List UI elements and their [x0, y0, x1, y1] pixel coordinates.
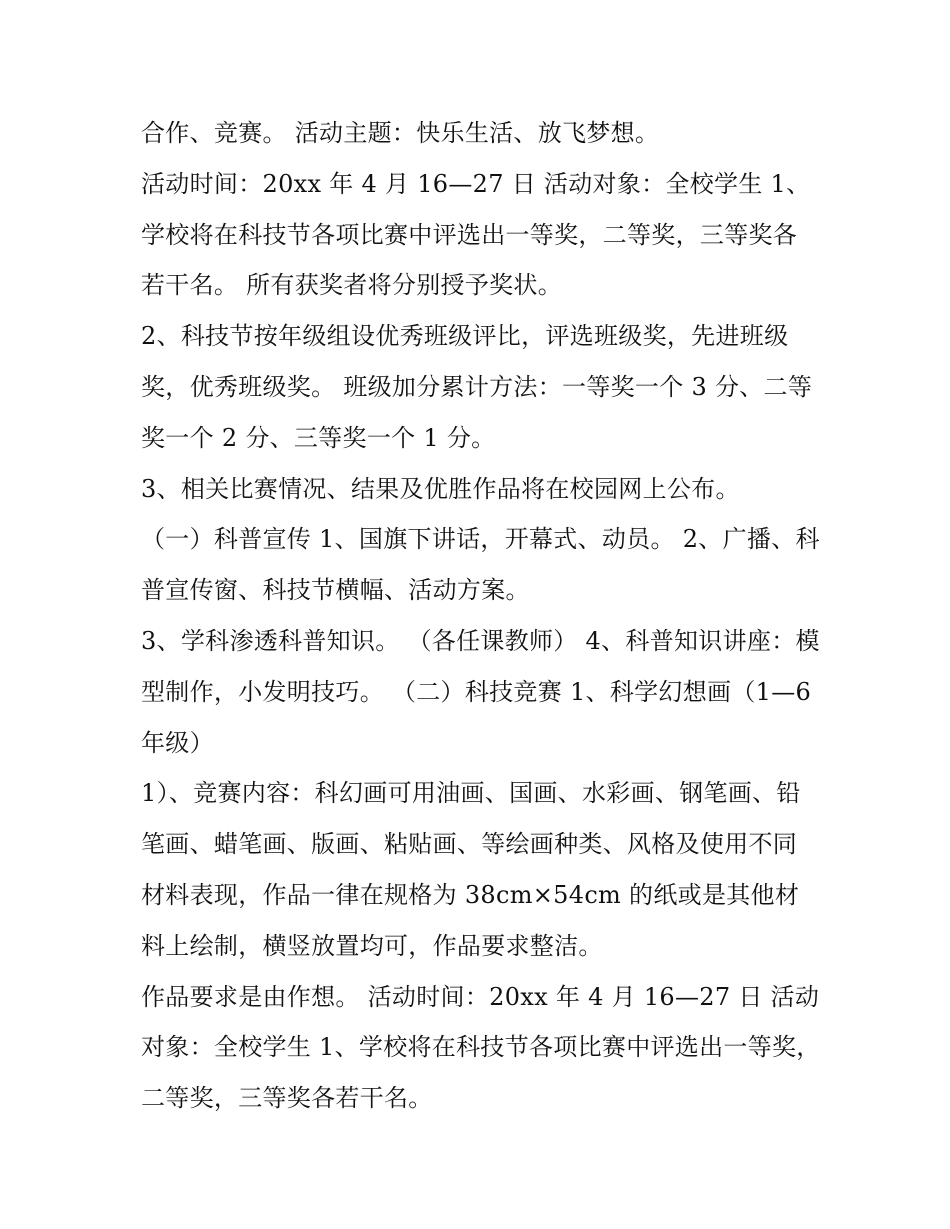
paragraph-7: 1）、竞赛内容：科幻画可用油画、国画、水彩画、钢笔画、铅笔画、蜡笔画、版画、粘贴画、等绘画种类、风格及使用不同材料表现，作品一律在规格为 38cm×54cm 的纸或是其他材料上绘制，横竖放置均可，作品要求整洁。 — [141, 779, 801, 960]
paragraph-1: 合作、竞赛。 活动主题：快乐生活、放飞梦想。 — [141, 119, 660, 147]
paragraph-8: 作品要求是由作想。 活动时间：20xx 年 4 月 16—27 日 活动对象：全校学生 1、学校将在科技节各项比赛中评选出一等奖，二等奖，三等奖各若干名。 — [141, 982, 821, 1113]
paragraph-5: （一）科普宣传 1、国旗下讲话，开幕式、动员。 2、广播、科普宣传窗、科技节横幅、活动方案。 — [141, 525, 820, 605]
paragraph-6: 3、学科渗透科普知识。 （各任课教师） 4、科普知识讲座：模型制作，小发明技巧。 （二）科技竞赛 1、科学幻想画（1—6 年级） — [141, 626, 820, 757]
paragraph-3: 2、科技节按年级组设优秀班级评比，评选班级奖，先进班级奖，优秀班级奖。 班级加分累计方法：一等奖一个 3 分、二等奖一个 2 分、三等奖一个 1 分。 — [141, 322, 813, 452]
paragraph-4: 3、相关比赛情况、结果及优胜作品将在校园网上公布。 — [141, 474, 740, 503]
paragraph-2: 活动时间：20xx 年 4 月 16—27 日 活动对象：全校学生 1、学校将在科技节各项比赛中评选出一等奖，二等奖，三等奖各若干名。 所有获奖者将分别授予奖状。 — [141, 169, 811, 300]
document-body — [141, 108, 821, 1124]
